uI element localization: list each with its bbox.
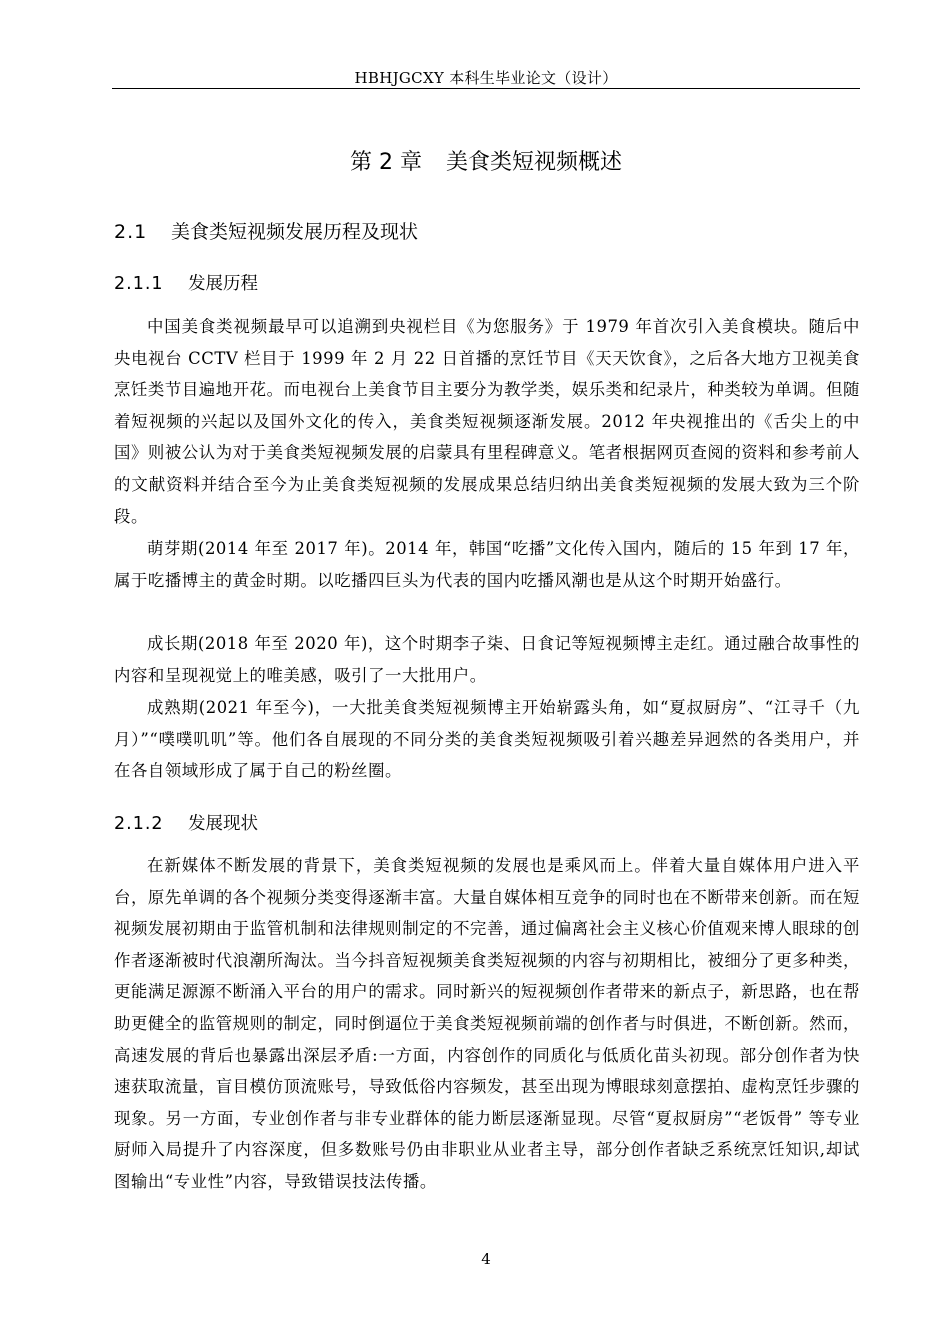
section-name: 美食类短视频发展历程及现状	[171, 221, 419, 243]
header-rule	[112, 88, 860, 89]
body-paragraph: 成熟期(2021 年至今)，一大批美食类短视频博主开始崭露头角，如“夏叔厨房”、“江寻千（九月）”“噗噗叽叽”等。他们各自展现的不同分类的美食类短视频吸引着兴趣差异迥然的各类用户，并在各自领域形成了属于自己的粉丝圈。	[114, 698, 860, 781]
chapter-name: 美食类短视频概述	[445, 150, 622, 175]
body-paragraph: 中国美食类视频最早可以追溯到央视栏目《为您服务》于 1979 年首次引入美食模块。随后中央电视台 CCTV 栏目于 1999 年 2 月 22 日首播的烹饪节目《天天饮食》，之后各大地方卫视美食烹饪类节目遍地开花。而电视台上美食节目主要分为教学类，娱乐类和纪录片，种类较为单调。但随着短视频的兴起以及国外文化的传入，美食类短视频逐渐发展。2012 年央视推出的《舌尖上的中国》则被公认为对于美食类短视频发展的启蒙具有里程碑意义。笔者根据网页查阅的资料和参考前人的文献资料并结合至今为止美食类短视频的发展成果总结归纳出美食类短视频的发展大致为三个阶段。	[114, 317, 860, 526]
body-paragraph: 成长期(2018 年至 2020 年)，这个时期李子柒、日食记等短视频博主走红。通过融合故事性的内容和呈现视觉上的唯美感，吸引了一大批用户。	[114, 634, 860, 685]
page-number: 4	[481, 1250, 491, 1268]
subsection-heading	[114, 812, 258, 836]
subsection-name: 发展现状	[188, 814, 258, 834]
section-heading	[114, 219, 418, 245]
chapter-title	[112, 148, 860, 178]
chapter-number: 第 2 章	[350, 150, 422, 175]
subsection-heading	[114, 272, 258, 296]
subsection-number: 2.1.1	[114, 274, 164, 294]
subsection-name: 发展历程	[188, 274, 258, 294]
section-number: 2.1	[114, 221, 148, 243]
subsection-number: 2.1.2	[114, 814, 164, 834]
body-paragraph: 在新媒体不断发展的背景下，美食类短视频的发展也是乘风而上。伴着大量自媒体用户进入平台，原先单调的各个视频分类变得逐渐丰富。大量自媒体相互竞争的同时也在不断带来创新。而在短视频发展初期由于监管机制和法律规则制定的不完善，通过偏离社会主义核心价值观来博人眼球的创作者逐渐被时代浪潮所淘汰。当今抖音短视频美食类短视频的内容与初期相比，被细分了更多种类，更能满足源源不断涌入平台的用户的需求。同时新兴的短视频创作者带来的新点子，新思路，也在帮助更健全的监管规则的制定，同时倒逼位于美食类短视频前端的创作者与时俱进，不断创新。然而，高速发展的背后也暴露出深层矛盾:一方面，内容创作的同质化与低质化苗头初现。部分创作者为快速获取流量，盲目模仿顶流账号，导致低俗内容频发，甚至出现为博眼球刻意摆拍、虚构烹饪步骤的现象。另一方面，专业创作者与非专业群体的能力断层逐渐显现。尽管“夏叔厨房”“老饭骨” 等专业厨师入局提升了内容深度，但多数账号仍由非职业从业者主导，部分创作者缺乏系统烹饪知识,却试图输出“专业性”内容，导致错误技法传播。	[114, 856, 860, 1191]
body-paragraph: 萌芽期(2014 年至 2017 年)。2014 年，韩国“吃播”文化传入国内，随后的 15 年到 17 年，属于吃播博主的黄金时期。以吃播四巨头为代表的国内吃播风潮也是从这个时期开始盛行。	[114, 539, 860, 590]
page-header: HBHJGCXY 本科生毕业论文（设计）	[354, 69, 618, 87]
